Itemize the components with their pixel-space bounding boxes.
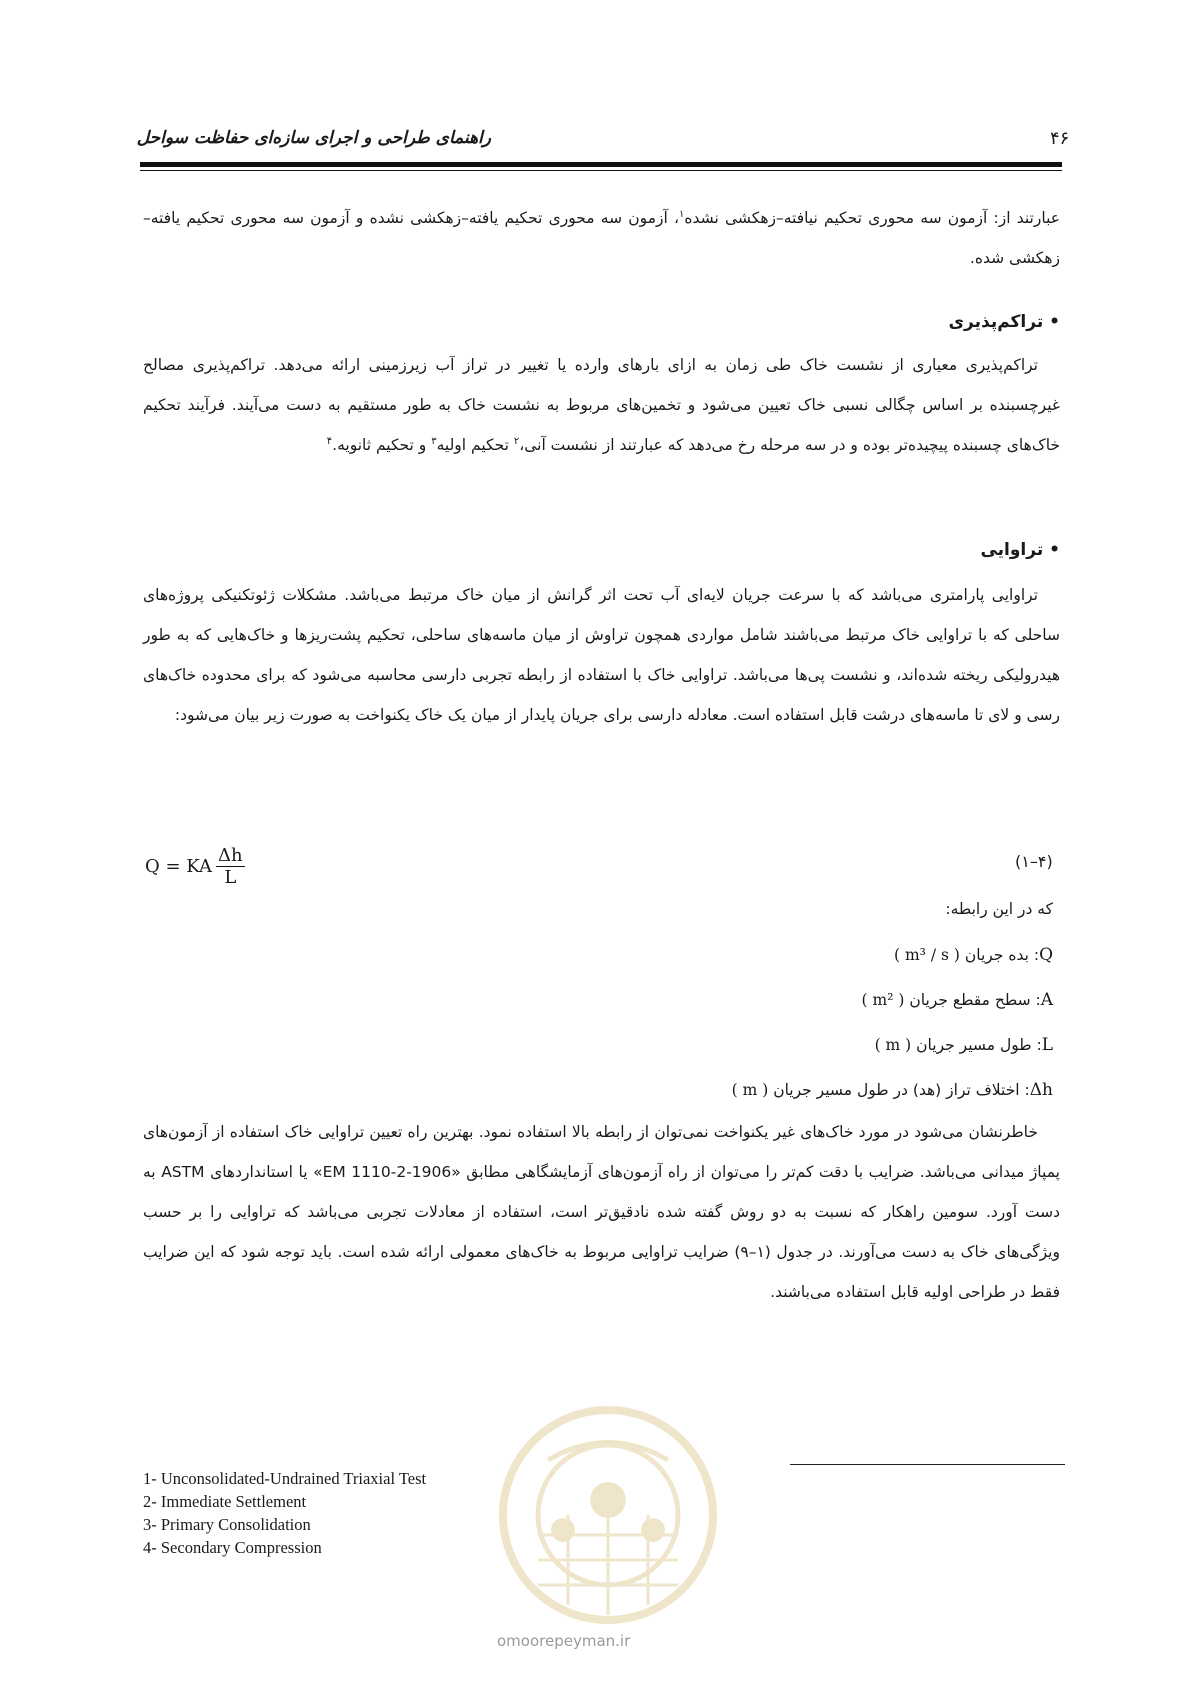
footnote-item: 3- Primary Consolidation: [143, 1515, 311, 1534]
footnote-ref-3: ۳: [431, 435, 437, 447]
page-header-title: راهنمای طراحی و اجرای سازه‌ای حفاظت سواحل: [136, 128, 491, 148]
compressibility-paragraph: [143, 345, 1060, 465]
footnote-item: 4- Secondary Compression: [143, 1538, 322, 1557]
permeability-paragraph: تراوایی پارامتری می‌باشد که با سرعت جریان لایه‌ای آب تحت اثر گرانش از میان خاک مرتبط می‌باشد. مشکلات ژئوتکنیکی پروژه‌های ساحلی که با تراوایی خاک مرتبط می‌باشند شامل مواردی همچون تراوش از میان ماسه‌های ساحلی، تحکیم پشت‌ریزها و خاک‌هایی که به طور هیدرولیکی ریخته شده‌اند، و نشست پی‌ها می‌باشد. تراوایی خاک با استفاده از رابطه تجربی دارسی محاسبه می‌شود که برای محدوده خاک‌های رسی و لای تا ماسه‌های درشت قابل استفاده است. معادله دارسی برای جریان پایدار از میان یک خاک یکنواخت به صورت زیر بیان می‌شود:: [143, 586, 1060, 724]
footnote-ref-2: ۲: [513, 435, 520, 447]
definition-l: [875, 1035, 1053, 1055]
compressibility-text-c: و تحکیم ثانویه.: [332, 436, 432, 454]
definition-text: : اختلاف تراز (هد) در طول مسیر جریان: [773, 1081, 1030, 1099]
page-number: ۴۶: [1050, 128, 1070, 149]
compressibility-text: تراکم‌پذیری معیاری از نشست خاک طی زمان به ازای بارهای وارده یا تغییر در تراز آب زیرزمینی ارائه می‌دهد. تراکم‌پذیری مصالح غیرچسبنده بر اساس چگالی نسبی خاک تعیین می‌شود و تخمین‌های مربوط به نشست خاک به طور مستقیم به دست می‌آیند. فرآیند تحکیم خاک‌های چسبنده پیچیده‌تر بوده و در سه مرحله رخ می‌دهد که عبارتند از نشست آنی،: [143, 356, 1060, 454]
footnote-item: 2- Immediate Settlement: [143, 1492, 307, 1511]
header-rule-thin: [140, 170, 1062, 171]
section-heading-permeability: • تراوایی: [980, 540, 1060, 560]
definition-unit: ( m² ): [861, 991, 905, 1009]
definition-text: : سطح مقطع جریان: [909, 991, 1041, 1009]
compressibility-text-b: تحکیم اولیه: [436, 436, 514, 454]
footnote-rule: [790, 1464, 1065, 1465]
equation-lhs: Q = KA: [145, 856, 212, 877]
watermark-logo: [478, 1405, 738, 1629]
intro-text-a: عبارتند از: آزمون سه محوری تحکیم نیافته–زهکشی نشده: [684, 209, 1060, 227]
definition-unit: ( m ): [874, 1036, 912, 1054]
definitions-intro: که در این رابطه:: [945, 900, 1053, 918]
equation-number: (۴–۱): [1015, 852, 1053, 871]
definition-symbol: A: [1040, 990, 1053, 1010]
definition-unit: ( m³ / s ): [894, 946, 960, 964]
intro-text-b: ، آزمون سه محوری تحکیم یافته–زهکشی نشده و آزمون سه محوری: [230, 209, 680, 227]
footnotes: [143, 1467, 426, 1559]
intro-text-line2: تحکیم یافته–زهکشی شده.: [143, 209, 1060, 267]
section-heading-compressibility: • تراکم‌پذیری: [948, 312, 1060, 332]
footnote-item: 1- Unconsolidated-Undrained Triaxial Test: [143, 1469, 427, 1488]
footnote-ref-4: ۴: [326, 435, 333, 447]
definition-symbol: Δh: [1029, 1080, 1053, 1100]
header-rule-thick: [140, 162, 1062, 167]
footnote-ref-1: ۱: [679, 208, 685, 220]
definition-text: : بده جریان: [964, 946, 1040, 964]
closing-paragraph: خاطرنشان می‌شود در مورد خاک‌های غیر یکنواخت نمی‌توان از رابطه بالا استفاده نمود. بهترین راه تعیین تراوایی خاک استفاده از آزمون‌های پمپاژ میدانی می‌باشد. ضرایب با دقت کم‌تر را می‌توان از راه آزمون‌های آزمایشگاهی مطابق «EM 1110-2-1906» یا استانداردهای ASTM به دست آورد. سومین راهکار که نسبت به دو روش گفته شده نادقیق‌تر است، استفاده از معادلات تجربی می‌باشد که تراوایی را بر حسب ویژگی‌های خاک به دست می‌آورند. در جدول (۱–۹) ضرایب تراوایی مربوط به خاک‌های معمولی ارائه شده است. باید توجه شود که این ضرایب فقط در طراحی اولیه قابل استفاده می‌باشند.: [143, 1123, 1060, 1301]
definition-a: [862, 990, 1053, 1010]
definition-dh: [732, 1080, 1053, 1100]
equation-numerator: Δh: [218, 845, 243, 866]
definition-q: [894, 945, 1053, 965]
definition-unit: ( m ): [731, 1081, 769, 1099]
watermark-url: omoorepeyman.ir: [497, 1632, 631, 1650]
definition-symbol: Q: [1039, 945, 1053, 965]
definition-symbol: L: [1041, 1035, 1053, 1055]
definition-text: : طول مسیر جریان: [916, 1036, 1042, 1054]
equation-fraction: [216, 845, 245, 888]
intro-paragraph: [143, 198, 1060, 278]
darcy-equation: [145, 845, 245, 888]
equation-denominator: L: [224, 867, 237, 888]
